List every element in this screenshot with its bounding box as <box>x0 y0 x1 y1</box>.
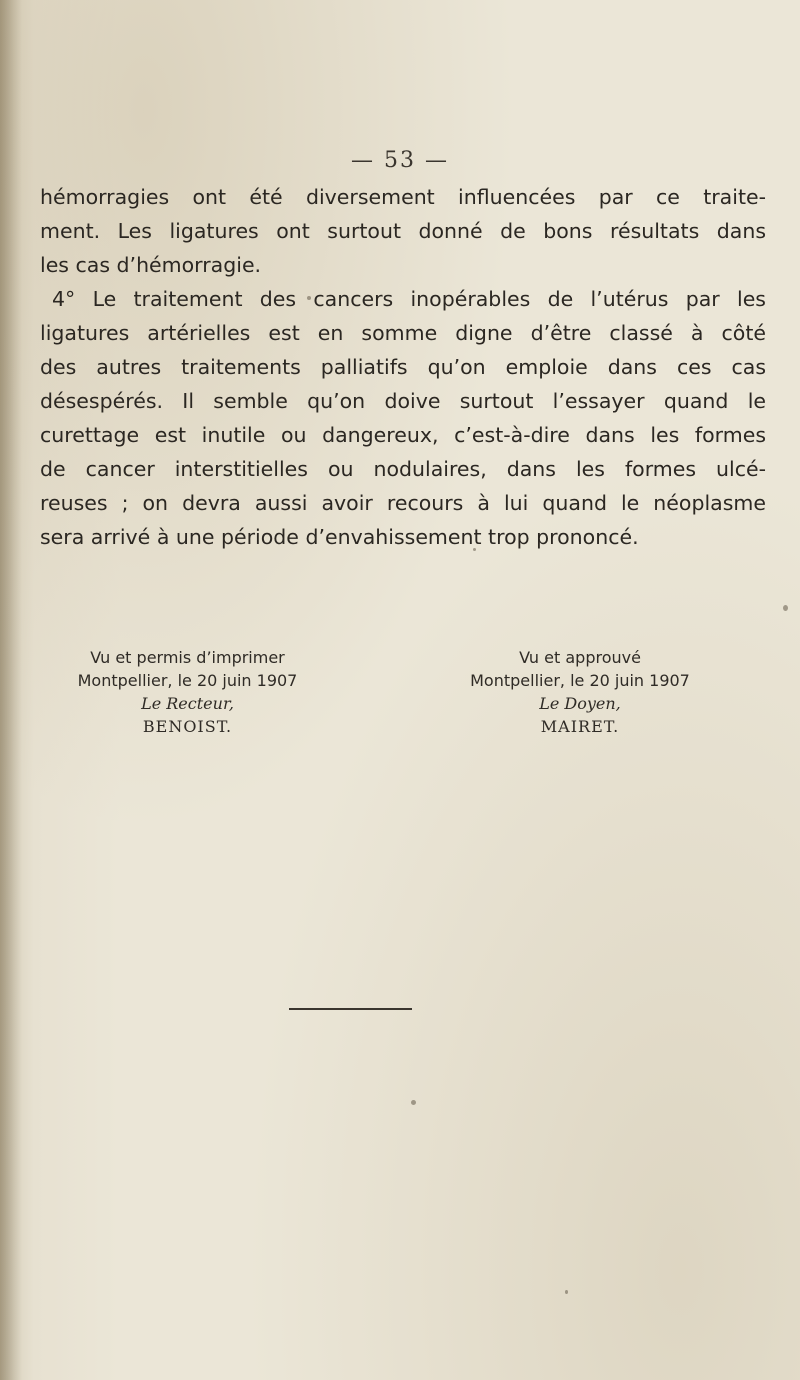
text-line: désespérés. Il semble qu’on doive surtout l’essayer quand le <box>40 389 766 413</box>
imprimatur-heading: Vu et permis d’imprimer <box>90 648 285 667</box>
text-line: reuses ; on devra aussi avoir recours à lui quand le néoplasme <box>40 491 766 515</box>
paper-speck <box>473 548 476 551</box>
approval-block <box>455 646 705 738</box>
approval-heading: Vu et approuvé <box>519 648 641 667</box>
paper-speck <box>783 605 788 611</box>
page-binding-shadow <box>0 0 22 1380</box>
approval-title: Le Doyen, <box>539 694 621 713</box>
imprimatur-place-date: Montpellier, le 20 juin 1907 <box>77 671 298 690</box>
approval-name: MAIRET. <box>540 717 620 736</box>
page-number: — 53 — <box>351 148 449 173</box>
paper-speck <box>565 1290 568 1294</box>
text-line: ment. Les ligatures ont surtout donné de bons résultats dans <box>40 219 766 243</box>
text-line: 4° Le traitement des cancers inopérables de l’utérus par les <box>52 287 766 311</box>
text-line: les cas d’hémorragie. <box>40 253 262 277</box>
text-line: ligatures artérielles est en somme digne d’être classé à côté <box>40 321 766 345</box>
text-line: de cancer interstitielles ou nodulaires, dans les formes ulcé- <box>40 457 766 481</box>
text-line: hémorragies ont été diversement influencées par ce traite- <box>40 185 766 209</box>
imprimatur-block <box>70 646 305 738</box>
approval-place-date: Montpellier, le 20 juin 1907 <box>470 671 690 690</box>
text-line: sera arrivé à une période d’envahissement trop prononcé. <box>40 525 639 549</box>
paper-speck <box>411 1100 416 1105</box>
text-line: des autres traitements palliatifs qu’on emploie dans ces cas <box>40 355 766 379</box>
closing-rule <box>289 1008 412 1010</box>
paper-speck <box>307 296 311 300</box>
imprimatur-title: Le Recteur, <box>141 694 234 713</box>
imprimatur-name: BENOIST. <box>142 717 233 736</box>
body-paragraphs <box>40 180 766 554</box>
text-line: curettage est inutile ou dangereux, c’est-à-dire dans les formes <box>40 423 766 447</box>
